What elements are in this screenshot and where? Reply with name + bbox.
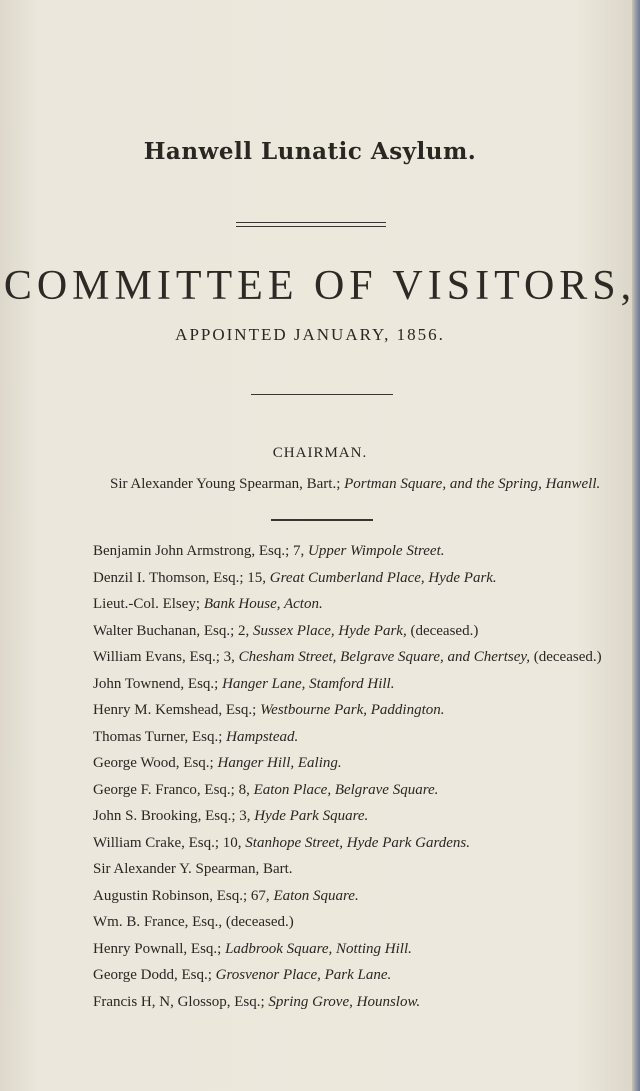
member-address: Hanger Hill, Ealing. [217,755,342,771]
member-entry [93,538,633,565]
member-name: John S. Brooking, Esq.; 3, [93,808,255,824]
appointment-date: APPOINTED JANUARY, 1856. [175,325,445,344]
member-address: Sussex Place, Hyde Park, [253,622,407,639]
member-entry [93,909,633,936]
member-address: Chesham Street, Belgrave Square, and Chertsey, [238,649,530,665]
member-entry [93,777,633,804]
member-entry [93,830,633,857]
member-address: Westbourne Park, Paddington. [260,702,445,718]
member-name: Wm. B. France, Esq., (deceased.) [93,914,294,930]
member-entry [93,644,633,671]
chairman-address: Portman Square, and the Spring, Hanwell. [344,476,601,492]
member-address: Stanhope Street, Hyde Park Gardens. [245,834,470,851]
title-divider-double [236,226,386,227]
member-address: Hyde Park Square. [254,808,369,824]
asylum-title: Hanwell Lunatic Asylum. [143,138,477,165]
title-divider [236,222,386,223]
member-name: Lieut.-Col. Elsey; [93,596,204,612]
member-entry [93,750,633,777]
member-name: George F. Franco, Esq.; 8, [93,781,254,798]
heading-divider [251,394,393,395]
member-entry [93,803,633,830]
member-address: Bank House, Acton. [203,596,323,612]
member-name: Sir Alexander Y. Spearman, Bart. [93,861,293,877]
member-name: Francis H, N, Glossop, Esq.; [93,993,269,1010]
member-entry [93,697,633,724]
member-entry [93,883,633,910]
book-spine-edge [632,0,640,1091]
chairman-name: Sir Alexander Young Spearman, Bart.; [110,476,345,492]
members-list [93,538,633,1015]
member-entry [93,724,633,751]
member-address: Great Cumberland Place, Hyde Park. [269,569,497,586]
member-name: Thomas Turner, Esq.; [93,728,227,745]
member-entry [93,591,633,618]
member-entry [93,936,633,963]
member-note: (deceased.) [406,622,479,639]
member-entry [93,565,633,592]
member-entry [93,856,633,883]
member-name: William Evans, Esq.; 3, [93,649,239,665]
member-name: Walter Buchanan, Esq.; 2, [93,622,253,639]
member-address: Spring Grove, Hounslow. [268,993,421,1010]
member-address: Hampstead. [226,728,299,745]
member-entry [93,618,633,645]
member-name: Henry Pownall, Esq.; [93,940,226,957]
member-address: Ladbrook Square, Notting Hill. [225,940,412,957]
member-name: Augustin Robinson, Esq.; 67, [93,887,274,904]
member-entry [93,671,633,698]
chairman-divider [271,519,373,521]
member-note: (deceased.) [529,649,602,665]
member-address: Hanger Lane, Stamford Hill. [222,675,395,692]
member-address: Grosvenor Place, Park Lane. [215,967,392,983]
member-address: Upper Wimpole Street. [308,543,445,559]
member-name: George Dodd, Esq.; [93,967,216,983]
member-entry [93,989,633,1016]
member-name: Benjamin John Armstrong, Esq.; 7, [93,543,308,559]
member-name: George Wood, Esq.; [93,755,218,771]
chairman-entry [110,476,610,493]
member-name: John Townend, Esq.; [93,675,223,692]
member-address: Eaton Place, Belgrave Square. [253,781,439,798]
member-name: Henry M. Kemshead, Esq.; [93,702,261,718]
committee-heading: COMMITTEE OF VISITORS, [3,263,637,309]
member-entry [93,962,633,989]
member-address: Eaton Square. [273,887,359,904]
member-name: William Crake, Esq.; 10, [93,834,246,851]
member-name: Denzil I. Thomson, Esq.; 15, [93,569,270,586]
chairman-label: CHAIRMAN. [272,445,368,461]
